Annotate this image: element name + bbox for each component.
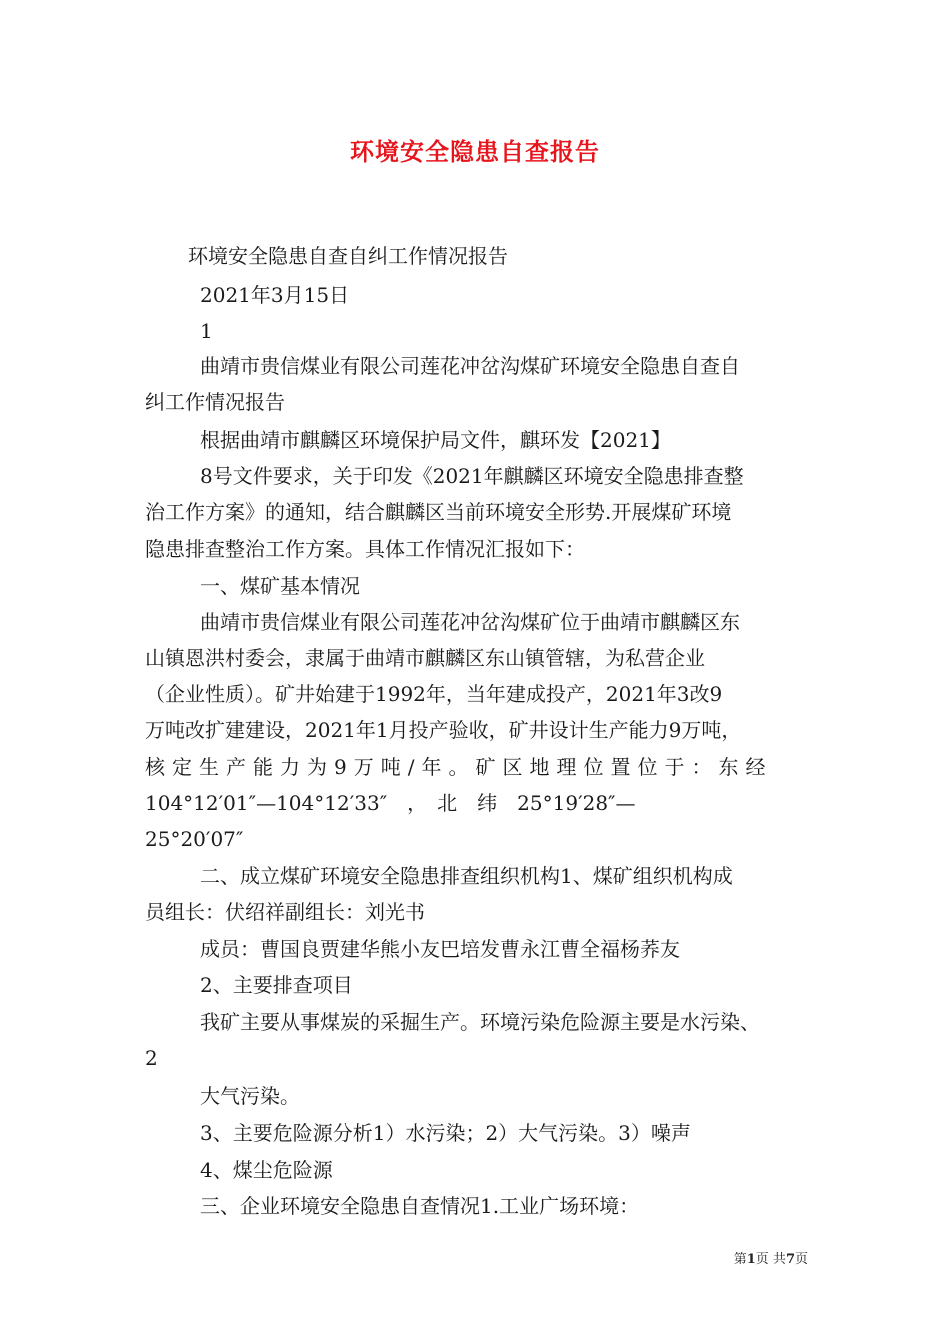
section-heading: 二、成立煤矿环境安全隐患排查组织机构1、煤矿组织机构成 [200, 864, 733, 888]
text-line: 治工作方案》的通知，结合麒麟区当前环境安全形势.开展煤矿环境 [145, 500, 732, 524]
current-page-number: 1 [746, 1252, 756, 1267]
text-line: 员组长：伏绍祥副组长：刘光书 [145, 900, 425, 924]
text-line: 万吨改扩建建设，2021年1月投产验收，矿井设计生产能力9万吨， [145, 718, 742, 742]
section-heading: 三、企业环境安全隐患自查情况1.工业广场环境： [200, 1194, 640, 1218]
text-line: 大气污染。 [200, 1084, 300, 1108]
text-line: 8号文件要求，关于印发《2021年麒麟区环境安全隐患排查整 [200, 464, 744, 488]
text-line: 环境安全隐患自查自纠工作情况报告 [188, 244, 508, 268]
text-line: 1 [200, 319, 213, 343]
text-line: 曲靖市贵信煤业有限公司莲花冲岔沟煤矿位于曲靖市麒麟区东 [200, 610, 740, 634]
text-line: 根据曲靖市麒麟区环境保护局文件，麒环发【2021】 [200, 428, 671, 452]
text-line: 25°20′07″ [145, 827, 244, 851]
text-line: （企业性质）。矿井始建于1992年，当年建成投产，2021年3改9 [145, 682, 723, 706]
total-pages-number: 7 [785, 1252, 795, 1267]
page-footer [734, 1248, 808, 1267]
text-line: 我矿主要从事煤炭的采掘生产。环境污染危险源主要是水污染、 [200, 1010, 760, 1034]
footer-middle: 页 共 [755, 1252, 786, 1267]
text-line: 104°12′01″—104°12′33″ ， 北 纬 25°19′28″— [145, 791, 636, 815]
text-line: 山镇恩洪村委会，隶属于曲靖市麒麟区东山镇管辖，为私营企业 [145, 646, 705, 670]
footer-suffix: 页 [794, 1252, 808, 1267]
text-line: 纠工作情况报告 [145, 390, 285, 414]
text-line: 2 [145, 1046, 158, 1070]
text-line: 成员：曹国良贾建华熊小友巴培发曹永江曹全福杨荞友 [200, 937, 680, 961]
footer-prefix: 第 [733, 1252, 747, 1267]
section-heading: 一、煤矿基本情况 [200, 574, 360, 598]
text-line: 曲靖市贵信煤业有限公司莲花冲岔沟煤矿环境安全隐患自查自 [200, 354, 740, 378]
text-line: 4、煤尘危险源 [200, 1158, 333, 1182]
text-line: 2021年3月15日 [200, 283, 350, 307]
document-title: 环境安全隐患自查报告 [350, 137, 600, 166]
text-line: 核定生产能力为9万吨/年。矿区地理位置位于：东经 [145, 755, 773, 779]
text-line: 2、主要排查项目 [200, 973, 353, 997]
text-line: 3、主要危险源分析1）水污染；2）大气污染。3）噪声 [200, 1121, 691, 1145]
text-line: 隐患排查整治工作方案。具体工作情况汇报如下： [145, 537, 585, 561]
